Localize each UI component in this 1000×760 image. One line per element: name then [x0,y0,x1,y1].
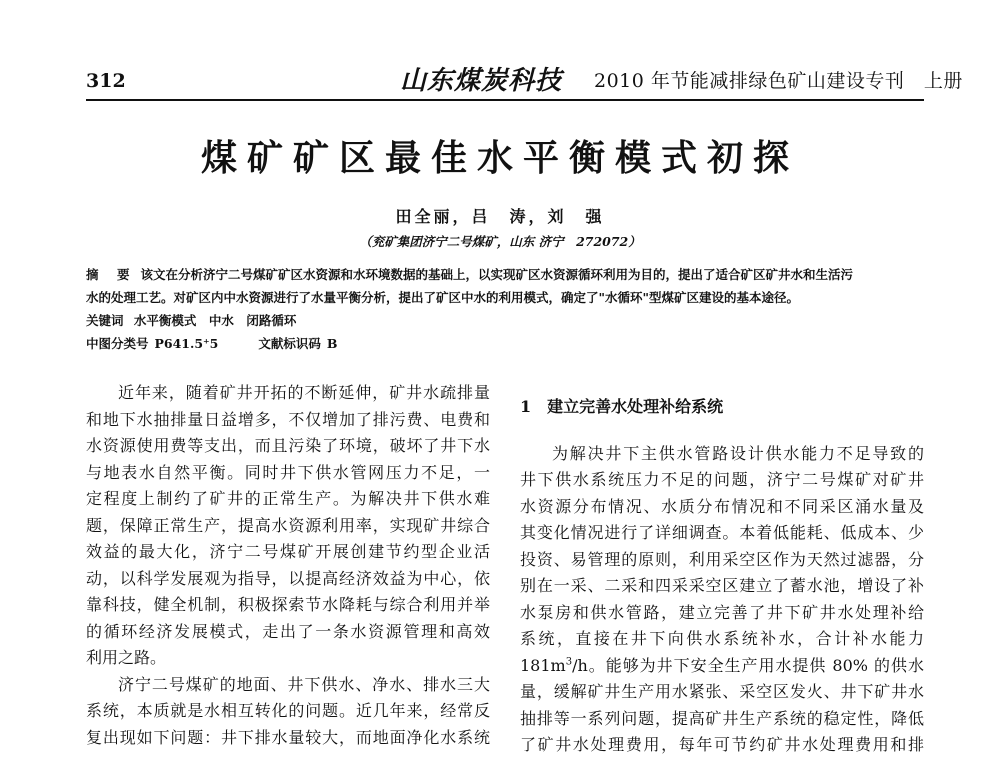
clc-value: P641.5⁺5 [154,336,219,351]
body-right-line: 了矿井水处理费用，每年可节约矿井水处理费用和排 [520,735,924,754]
section-heading: 1 建立完善水处理补给系统 [520,397,724,416]
keywords-value: 水平衡模式 中水 闭路循环 [133,313,297,328]
authors: 田全丽，吕 涛，刘 强 [395,207,605,226]
keywords-line [86,309,926,332]
abstract-line-2 [86,286,926,309]
body-right-line-capacity [520,653,924,680]
body-right-line: 水泵房和供水管路，建立完善了井下矿井水处理补给 [520,602,924,622]
affiliation: （兖矿集团济宁二号煤矿，山东 济宁 272072） [359,234,641,249]
capacity-text: /h。能够为井下安全生产用水提供 80% 的供水 [572,655,924,675]
capacity-value: 181m [520,655,566,675]
body-left-line: 济宁二号煤矿的地面、井下供水、净水、排水三大 [118,674,490,694]
body-left-line: 动，以科学发展观为指导，以提高经济效益为中心，依 [86,568,490,588]
body-left-line: 效益的最大化，济宁二号煤矿开展创建节约型企业活 [86,542,490,561]
classification-line [86,332,926,355]
body-right-line: 别在一采、二采和四采采空区建立了蓄水池，增设了补 [520,576,924,595]
journal-issue: 2010 年节能减排绿色矿山建设专刊 上册 [594,70,963,92]
body-left-line: 的循环经济发展模式，走出了一条水资源管理和高效 [86,621,490,641]
body-right-line: 为解决井下主供水管路设计供水能力不足导致的 [552,443,924,463]
body-right-line: 投资、易管理的原则，利用采空区作为天然过滤器，分 [520,549,924,569]
journal-logo: 山东煤炭科技 [400,66,563,96]
body-left-line: 近年来，随着矿井开拓的不断延伸，矿井水疏排量 [118,383,490,402]
keywords-label: 关键词 [86,313,124,328]
body-left-line: 靠科技，健全机制，积极探索节水降耗与综合利用并举 [86,595,490,614]
clc-label: 中图分类号 [86,336,149,351]
body-right-line: 抽排等一系列问题，提高矿井生产系统的稳定性，降低 [520,708,924,728]
abstract-line-1 [86,263,926,286]
body-right-line: 系统，直接在井下向供水系统补水，合计补水能力 [520,629,924,648]
header-rule [86,99,924,101]
body-left-line: 与地表水自然平衡。同时井下供水管网压力不足，一 [86,462,490,482]
body-left-line: 题，保障正常生产，提高水资源利用率，实现矿井综合 [86,515,490,535]
doc-code-label: 文献标识码 [258,336,321,351]
body-column-left [86,380,490,751]
page-number: 312 [86,70,126,92]
body-left-line: 水资源使用费等支出，而且污染了环境，破坏了井下水 [86,436,490,455]
body-left-line: 复出现如下问题：井下排水量较大，而地面净化水系统 [86,727,490,747]
body-left-line: 利用之路。 [86,648,167,667]
body-right-line: 井下供水系统压力不足的问题，济宁二号煤矿对矿井 [520,470,924,489]
abstract-text-2: 水的处理工艺。对矿区内中水资源进行了水量平衡分析，提出了矿区中水的利用模式，确定了"水循环"型煤矿区建设的基本途径。 [86,290,800,305]
capacity-superscript: 3 [565,656,573,668]
abstract-label: 摘 要 [86,267,133,282]
body-right-line: 其变化情况进行了详细调查。本着低能耗、低成本、少 [520,523,924,542]
paper-title: 煤矿矿区最佳水平衡模式初探 [200,137,799,179]
abstract-text-1: 该文在分析济宁二号煤矿矿区水资源和水环境数据的基础上，以实现矿区水资源循环利用为目的，提出了适合矿区矿井水和生活污 [140,267,854,282]
body-left-line: 和地下水抽排量日益增多，不仅增加了排污费、电费和 [86,409,490,429]
body-column-right [520,380,924,759]
body-left-line: 定程度上制约了矿井的正常生产。为解决井下供水难 [86,489,490,508]
body-left-line: 系统，本质就是水相互转化的问题。近几年来，经常反 [86,701,490,720]
doc-code-value: B [326,336,338,351]
body-right-line: 量，缓解矿井生产用水紧张、采空区发火、井下矿井水 [520,682,924,701]
body-right-line: 水资源分布情况、水质分布情况和不同采区涌水量及 [520,496,924,516]
abstract-block [86,263,926,355]
